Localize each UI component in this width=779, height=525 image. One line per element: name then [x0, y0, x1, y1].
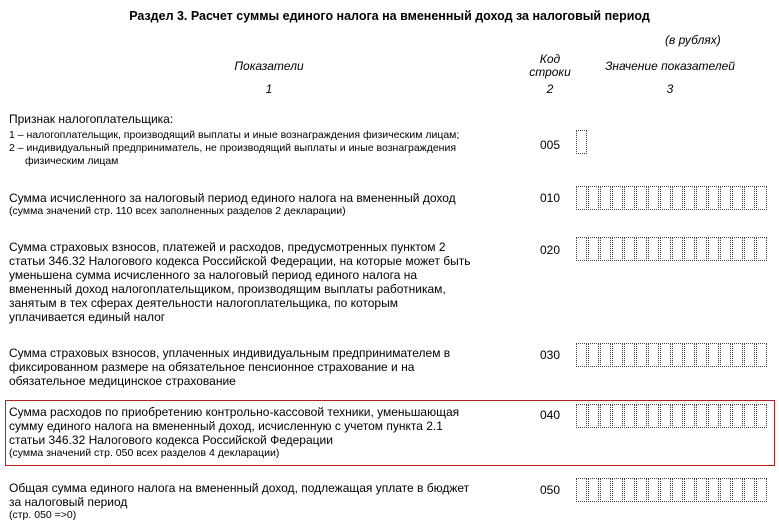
value-cell[interactable]	[636, 237, 647, 261]
value-cell[interactable]	[732, 478, 743, 502]
value-cell[interactable]	[576, 130, 587, 154]
value-cell[interactable]	[684, 186, 695, 210]
value-cell[interactable]	[756, 237, 767, 261]
value-cell[interactable]	[600, 343, 611, 367]
value-cell[interactable]	[576, 478, 587, 502]
section-title: Раздел 3. Расчет суммы единого налога на вмененный доход за налоговый период	[129, 9, 650, 23]
value-cell[interactable]	[624, 343, 635, 367]
col-code-header-line2: строки	[529, 65, 571, 79]
row-020-line-5: занятым в тех сферах деятельности налогоплательщика, по которым	[9, 296, 398, 310]
row-040-line-1: Сумма расходов по приобретению контрольно-кассовой техники, уменьшающая	[9, 405, 460, 419]
row-020-line-6: уплачивается единый налог	[9, 310, 166, 324]
col-values-header: Значение показателей	[605, 59, 735, 73]
value-cell[interactable]	[684, 237, 695, 261]
value-cell[interactable]	[720, 404, 731, 428]
value-cell[interactable]	[708, 404, 719, 428]
value-cell[interactable]	[648, 478, 659, 502]
row-040-sub: (сумма значений стр. 050 всех разделов 4 декларации)	[9, 447, 280, 459]
value-cell[interactable]	[624, 478, 635, 502]
row-010-sub: (сумма значений стр. 110 всех заполненных разделов 2 декларации)	[9, 205, 346, 217]
row-050-label	[9, 481, 529, 522]
value-cell[interactable]	[612, 478, 623, 502]
value-cell[interactable]	[624, 186, 635, 210]
value-cell[interactable]	[576, 186, 587, 210]
value-cell[interactable]	[672, 343, 683, 367]
value-cell[interactable]	[696, 343, 707, 367]
row-010-label	[9, 191, 529, 218]
row-040-code: 040	[540, 408, 561, 422]
value-cell[interactable]	[576, 404, 587, 428]
row-050-line-1: Общая сумма единого налога на вмененный доход, подлежащая уплате в бюджет	[9, 481, 470, 495]
value-cell[interactable]	[624, 237, 635, 261]
row-020-label	[9, 240, 529, 324]
value-cell[interactable]	[672, 237, 683, 261]
row-050-sub: (стр. 050 =>0)	[9, 509, 77, 521]
value-cell[interactable]	[744, 343, 755, 367]
value-cell[interactable]	[756, 404, 767, 428]
value-cell[interactable]	[732, 343, 743, 367]
row-010-line-1: Сумма исчисленного за налоговый период единого налога на вмененный доход	[9, 191, 456, 205]
row-040-line-2: сумму единого налога на вмененный доход, исчисленную с учетом пункта 2.1	[9, 419, 443, 433]
value-cell[interactable]	[744, 404, 755, 428]
value-cell[interactable]	[672, 186, 683, 210]
row-010-code: 010	[540, 191, 561, 205]
value-cell[interactable]	[588, 478, 599, 502]
value-cell[interactable]	[588, 186, 599, 210]
value-cell[interactable]	[660, 404, 671, 428]
value-cell[interactable]	[720, 186, 731, 210]
row-030-code: 030	[540, 348, 561, 362]
row-030-line-2: фиксированном размере на обязательное пенсионное страхование и на	[9, 360, 415, 374]
value-cell[interactable]	[636, 404, 647, 428]
row-020-value-input[interactable]	[576, 237, 767, 261]
value-cell[interactable]	[744, 237, 755, 261]
value-cell[interactable]	[660, 186, 671, 210]
value-cell[interactable]	[648, 343, 659, 367]
col-indicators-header: Показатели	[234, 59, 304, 73]
value-cell[interactable]	[708, 237, 719, 261]
value-cell[interactable]	[756, 186, 767, 210]
row-005-value-input[interactable]	[576, 130, 587, 154]
value-cell[interactable]	[708, 186, 719, 210]
value-cell[interactable]	[600, 404, 611, 428]
col3-number: 3	[666, 82, 674, 96]
row-040-label	[9, 405, 529, 460]
value-cell[interactable]	[660, 478, 671, 502]
value-cell[interactable]	[636, 478, 647, 502]
row-005-option-2-cont: физическим лицам	[25, 155, 119, 167]
value-cell[interactable]	[708, 343, 719, 367]
value-cell[interactable]	[612, 343, 623, 367]
value-cell[interactable]	[732, 186, 743, 210]
value-cell[interactable]	[696, 478, 707, 502]
row-005-code: 005	[540, 138, 561, 152]
value-cell[interactable]	[576, 237, 587, 261]
value-cell[interactable]	[648, 186, 659, 210]
row-020-code: 020	[540, 243, 561, 257]
value-cell[interactable]	[624, 404, 635, 428]
col-code-header-line1: Код	[539, 52, 561, 66]
row-020-line-2: статьи 346.32 Налогового кодекса Российской Федерации, на которые может быть	[9, 254, 471, 268]
value-cell[interactable]	[636, 186, 647, 210]
row-020-line-4: вмененный доход налогоплательщиком, производящим выплаты работникам,	[9, 282, 446, 296]
value-cell[interactable]	[636, 343, 647, 367]
value-cell[interactable]	[612, 404, 623, 428]
value-cell[interactable]	[756, 343, 767, 367]
value-cell[interactable]	[588, 404, 599, 428]
value-cell[interactable]	[672, 478, 683, 502]
col-code-header	[527, 53, 573, 79]
value-cell[interactable]	[660, 237, 671, 261]
value-cell[interactable]	[684, 343, 695, 367]
value-cell[interactable]	[720, 237, 731, 261]
row-005-title: Признак налогоплательщика:	[9, 112, 174, 126]
row-005-option-1: 1 – налогоплательщик, производящий выплаты и иные вознаграждения физическим лицам;	[9, 129, 460, 141]
row-030-line-3: обязательное медицинское страхование	[9, 374, 236, 388]
value-cell[interactable]	[720, 343, 731, 367]
row-005-label	[9, 112, 529, 168]
row-030-line-1: Сумма страховых взносов, уплаченных индивидуальным предпринимателем в	[9, 346, 451, 360]
value-cell[interactable]	[648, 404, 659, 428]
row-040-value-input[interactable]	[576, 404, 767, 428]
row-020-line-1: Сумма страховых взносов, платежей и расходов, предусмотренных пунктом 2	[9, 240, 446, 254]
value-cell[interactable]	[660, 343, 671, 367]
value-cell[interactable]	[600, 237, 611, 261]
value-cell[interactable]	[684, 478, 695, 502]
row-050-line-2: за налоговый период	[9, 495, 128, 509]
value-cell[interactable]	[588, 343, 599, 367]
row-010-value-input[interactable]	[576, 186, 767, 210]
row-040-line-3: статьи 346.32 Налогового кодекса Российской Федерации	[9, 433, 333, 447]
value-cell[interactable]	[648, 237, 659, 261]
row-050-value-input[interactable]	[576, 478, 767, 502]
value-cell[interactable]	[600, 186, 611, 210]
value-cell[interactable]	[600, 478, 611, 502]
value-cell[interactable]	[684, 404, 695, 428]
value-cell[interactable]	[576, 343, 587, 367]
col1-number: 1	[265, 82, 273, 96]
value-cell[interactable]	[732, 404, 743, 428]
value-cell[interactable]	[756, 478, 767, 502]
row-050-code: 050	[540, 483, 561, 497]
col2-number: 2	[546, 82, 554, 96]
row-030-value-input[interactable]	[576, 343, 767, 367]
row-005-option-2: 2 – индивидуальный предприниматель, не производящий выплаты и иные вознаграждения	[9, 142, 457, 154]
value-cell[interactable]	[696, 404, 707, 428]
value-cell[interactable]	[720, 478, 731, 502]
value-cell[interactable]	[696, 237, 707, 261]
value-cell[interactable]	[588, 237, 599, 261]
row-030-label	[9, 346, 529, 388]
value-cell[interactable]	[612, 186, 623, 210]
value-cell[interactable]	[744, 478, 755, 502]
unit-label: (в рублях)	[665, 33, 721, 47]
value-cell[interactable]	[732, 237, 743, 261]
value-cell[interactable]	[708, 478, 719, 502]
value-cell[interactable]	[696, 186, 707, 210]
value-cell[interactable]	[672, 404, 683, 428]
value-cell[interactable]	[744, 186, 755, 210]
value-cell[interactable]	[612, 237, 623, 261]
row-020-line-3: уменьшена сумма исчисленного за налоговый период единого налога на	[9, 268, 418, 282]
